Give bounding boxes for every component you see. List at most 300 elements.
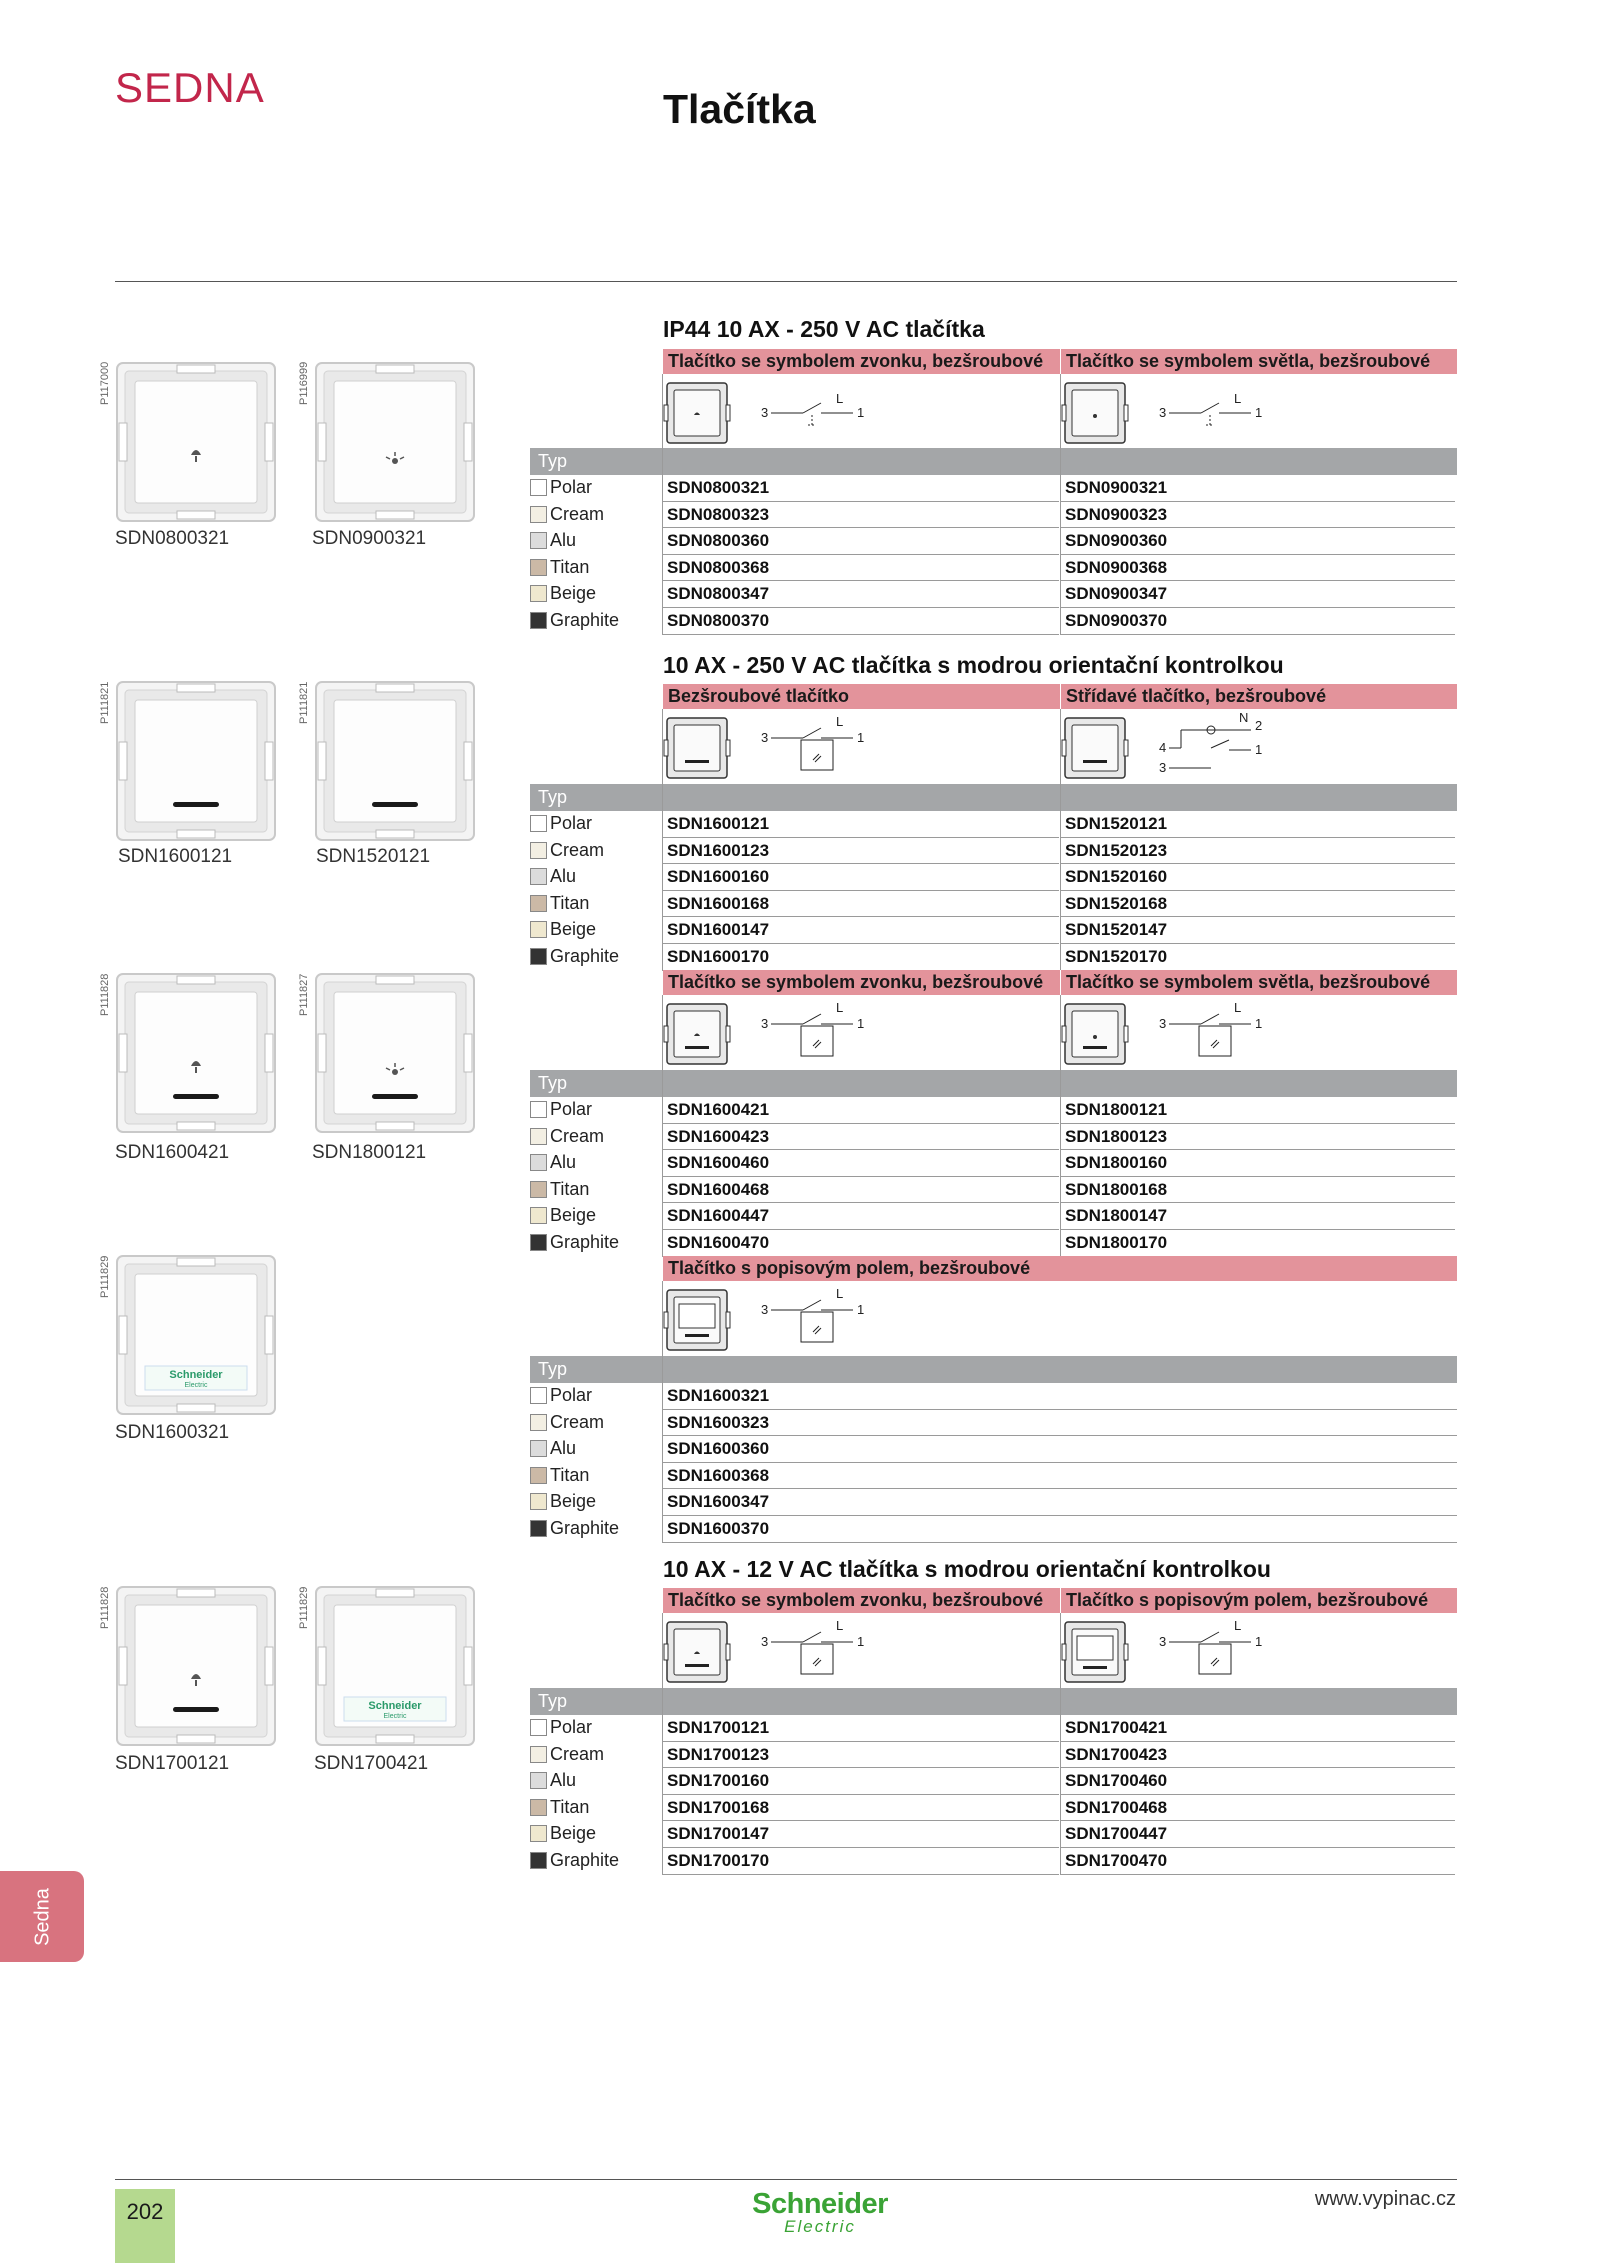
- light-icon: [314, 361, 476, 523]
- page-number: 202: [115, 2189, 175, 2263]
- color-swatch: [530, 948, 547, 965]
- bell-led-symbol-icon: [663, 1614, 1043, 1686]
- light-led-icon: [314, 972, 476, 1134]
- table-row: [530, 811, 1457, 838]
- label-field-icon: [115, 1254, 277, 1416]
- svg-text:N: N: [1239, 710, 1249, 725]
- product-ref: P111828: [99, 973, 111, 1016]
- product-code-cell: SDN1600370: [667, 1519, 770, 1538]
- table-row: [530, 528, 1457, 555]
- wiring-diagram: [663, 1614, 1043, 1686]
- color-label: [530, 1099, 592, 1120]
- product-code-cell: SDN1520123: [1065, 840, 1168, 860]
- product-code-cell: SDN1700423: [1065, 1744, 1168, 1764]
- product-code-cell: SDN1800168: [1065, 1179, 1168, 1199]
- table-row: [530, 1795, 1457, 1822]
- color-swatch: [530, 1387, 547, 1404]
- color-swatch: [530, 585, 547, 602]
- color-label: [530, 919, 596, 940]
- product-code-cell: SDN1700470: [1065, 1851, 1168, 1870]
- color-name: Cream: [550, 1411, 605, 1432]
- wiring-diagram: [1061, 710, 1441, 782]
- color-name: Graphite: [550, 946, 620, 966]
- table-row: [530, 1848, 1457, 1875]
- table-row: [530, 1768, 1457, 1795]
- table-row: [530, 1177, 1457, 1204]
- type-header-bar: [530, 784, 1457, 811]
- column-divider: [1060, 349, 1061, 374]
- product-image: [115, 680, 277, 842]
- product-ref: P111821: [298, 681, 310, 724]
- product-code-cell: SDN1600470: [667, 1233, 770, 1252]
- color-swatch: [530, 1772, 547, 1789]
- product-code-cell: SDN1520147: [1065, 920, 1168, 940]
- product-code-cell: SDN1600323: [667, 1412, 770, 1432]
- product-code-cell: SDN1600321: [667, 1386, 770, 1405]
- variant-header: Bezšroubové tlačítko: [663, 684, 1061, 709]
- row-divider: [663, 634, 1059, 635]
- product-code-cell: SDN0800323: [667, 504, 770, 524]
- led-icon: [314, 680, 476, 842]
- product-code-cell: SDN1800170: [1065, 1233, 1168, 1252]
- svg-text:L: L: [836, 1000, 844, 1015]
- product-image: [314, 361, 476, 523]
- svg-text:1: 1: [1255, 1016, 1263, 1031]
- website-link[interactable]: www.vypinac.cz: [1314, 2188, 1456, 2210]
- table-row: [530, 1489, 1457, 1516]
- svg-text:3: 3: [761, 1634, 769, 1649]
- type-label: Typ: [538, 1073, 568, 1093]
- table-row: [530, 502, 1457, 529]
- product-image: [115, 972, 277, 1134]
- color-label: [530, 1744, 604, 1765]
- product-code-cell: SDN1700170: [667, 1851, 770, 1870]
- product-code-cell: SDN0800347: [667, 584, 770, 604]
- product-code-cell: SDN1600423: [667, 1126, 770, 1146]
- led-icon: [115, 680, 277, 842]
- product-code-cell: SDN1600468: [667, 1179, 770, 1199]
- wiring-diagram: [663, 1282, 1043, 1354]
- side-tab-label: Sedna: [31, 1888, 54, 1946]
- color-label: [530, 477, 592, 498]
- color-label: [530, 530, 576, 551]
- type-header-bar: [530, 1356, 1457, 1383]
- product-code-cell: SDN1600170: [667, 947, 770, 966]
- svg-text:L: L: [1234, 1000, 1242, 1015]
- color-name: Alu: [550, 1438, 577, 1459]
- color-label: [530, 1179, 589, 1200]
- label-symbol-icon: [663, 1282, 1043, 1354]
- color-swatch: [530, 506, 547, 523]
- svg-text:3: 3: [761, 1302, 769, 1317]
- color-swatch: [530, 1467, 547, 1484]
- svg-text:1: 1: [857, 1634, 865, 1649]
- svg-text:1: 1: [1255, 405, 1263, 420]
- product-code: SDN1600121: [118, 846, 233, 867]
- color-swatch: [530, 1128, 547, 1145]
- table-row: [530, 581, 1457, 608]
- type-label: Typ: [538, 787, 568, 807]
- svg-text:L: L: [836, 1618, 844, 1633]
- color-label: [530, 1518, 619, 1539]
- light-symbol-icon: [1061, 375, 1441, 447]
- svg-text:L: L: [836, 1286, 844, 1301]
- color-label: [530, 946, 619, 967]
- product-code-cell: SDN1520168: [1065, 893, 1168, 913]
- product-code-cell: SDN1600147: [667, 920, 770, 940]
- color-name: Cream: [550, 1125, 605, 1146]
- svg-text:3: 3: [761, 730, 769, 745]
- color-name: Polar: [550, 813, 593, 833]
- svg-text:3: 3: [1159, 1016, 1167, 1031]
- bell-symbol-icon: [663, 375, 1043, 447]
- table-row: [530, 1821, 1457, 1848]
- header-divider: [115, 281, 1457, 282]
- color-swatch: [530, 1520, 547, 1537]
- product-code-cell: SDN1700421: [1065, 1718, 1168, 1737]
- color-label: [530, 1465, 589, 1486]
- table-row: [530, 1410, 1457, 1437]
- color-name: Beige: [550, 1205, 597, 1226]
- variant-header: Tlačítko se symbolem zvonku, bezšroubové: [663, 970, 1061, 995]
- svg-text:1: 1: [857, 730, 865, 745]
- table-row: [530, 1715, 1457, 1742]
- product-code-cell: SDN1700123: [667, 1744, 770, 1764]
- color-label: [530, 610, 619, 631]
- svg-text:L: L: [1234, 1618, 1242, 1633]
- table-row: [530, 1150, 1457, 1177]
- product-code-cell: SDN1600168: [667, 893, 770, 913]
- color-swatch: [530, 1234, 547, 1251]
- section-title: 10 AX - 12 V AC tlačítka s modrou orientační kontrolkou: [663, 1556, 1271, 1582]
- bell-led-icon: [115, 972, 277, 1134]
- svg-text:3: 3: [1159, 405, 1167, 420]
- row-divider: [663, 1542, 1457, 1543]
- svg-text:L: L: [836, 714, 844, 729]
- svg-text:1: 1: [1255, 1634, 1263, 1649]
- product-code: SDN1700421: [314, 1753, 429, 1774]
- table-row: [530, 1097, 1457, 1124]
- product-code: SDN0800321: [115, 528, 230, 549]
- table-row: [530, 864, 1457, 891]
- product-code-cell: SDN1600123: [667, 840, 770, 860]
- product-code-cell: SDN0800370: [667, 611, 770, 630]
- svg-text:Electric: Electric: [383, 1713, 407, 1720]
- table-row: [530, 917, 1457, 944]
- product-image: [115, 1254, 277, 1416]
- color-name: Polar: [550, 1717, 593, 1737]
- section-title: IP44 10 AX - 250 V AC tlačítka: [663, 316, 985, 342]
- table-row: [530, 1203, 1457, 1230]
- type-header-bar: [530, 1070, 1457, 1097]
- color-swatch: [530, 1414, 547, 1431]
- color-swatch: [530, 1154, 547, 1171]
- label-field-icon: [314, 1585, 476, 1747]
- brand-title: SEDNA: [115, 64, 265, 111]
- bell-led-icon: [115, 1585, 277, 1747]
- table-row: [530, 1383, 1457, 1410]
- color-name: Cream: [550, 1743, 605, 1764]
- wiring-diagram: [1061, 1614, 1441, 1686]
- section-title: 10 AX - 250 V AC tlačítka s modrou orientační kontrolkou: [663, 652, 1284, 678]
- product-image: [115, 361, 277, 523]
- product-code-cell: SDN1520160: [1065, 867, 1168, 887]
- bell-icon: [115, 361, 277, 523]
- color-name: Beige: [550, 919, 597, 940]
- product-code-cell: SDN1800123: [1065, 1126, 1168, 1146]
- light-led-symbol-icon: [1061, 996, 1441, 1068]
- product-code-cell: SDN0900360: [1065, 531, 1168, 551]
- svg-text:3: 3: [761, 405, 769, 420]
- product-code: SDN1520121: [316, 846, 431, 867]
- product-code-cell: SDN0900323: [1065, 504, 1168, 524]
- color-name: Titan: [550, 1464, 590, 1485]
- color-swatch: [530, 612, 547, 629]
- table-row: [530, 891, 1457, 918]
- svg-text:4: 4: [1159, 740, 1167, 755]
- variant-header: Tlačítko s popisovým polem, bezšroubové: [1061, 1588, 1457, 1613]
- svg-text:L: L: [836, 391, 844, 406]
- color-label: [530, 1385, 592, 1406]
- color-name: Beige: [550, 1823, 597, 1844]
- color-label: [530, 1152, 576, 1173]
- color-name: Cream: [550, 839, 605, 860]
- color-swatch: [530, 1719, 547, 1736]
- table-row: [530, 838, 1457, 865]
- color-swatch: [530, 1101, 547, 1118]
- variant-header: Tlačítko se symbolem zvonku, bezšroubové: [663, 349, 1061, 374]
- color-swatch: [530, 842, 547, 859]
- type-header-bar: [530, 1688, 1457, 1715]
- type-label: Typ: [538, 1359, 568, 1379]
- svg-text:1: 1: [1255, 742, 1263, 757]
- product-code-cell: SDN1600160: [667, 867, 770, 887]
- color-label: [530, 1412, 604, 1433]
- logo-line-2: Electric: [784, 2217, 856, 2236]
- wiring-diagram: [1061, 996, 1441, 1068]
- type-label: Typ: [538, 451, 568, 471]
- color-name: Graphite: [550, 1232, 620, 1252]
- svg-text:1: 1: [857, 405, 865, 420]
- color-name: Alu: [550, 1770, 577, 1791]
- color-name: Polar: [550, 1385, 593, 1405]
- table-row: [530, 475, 1457, 502]
- wiring-diagram: [1061, 375, 1441, 447]
- color-label: [530, 1770, 576, 1791]
- color-name: Titan: [550, 556, 590, 577]
- product-code-cell: SDN0900370: [1065, 611, 1168, 630]
- variant-header: Tlačítko se symbolem zvonku, bezšroubové: [663, 1588, 1061, 1613]
- product-code: SDN1600321: [115, 1422, 230, 1443]
- color-swatch: [530, 895, 547, 912]
- product-code-cell: SDN1700168: [667, 1797, 770, 1817]
- product-code-cell: SDN1600447: [667, 1206, 770, 1226]
- color-label: [530, 1850, 619, 1871]
- color-label: [530, 840, 604, 861]
- table-row: [530, 1463, 1457, 1490]
- table-row: [530, 1516, 1457, 1543]
- svg-text:1: 1: [857, 1302, 865, 1317]
- color-label: [530, 813, 592, 834]
- row-divider: [1061, 634, 1455, 635]
- color-label: [530, 557, 589, 578]
- color-name: Titan: [550, 1796, 590, 1817]
- table-row: [530, 1230, 1457, 1257]
- product-code-cell: SDN1700147: [667, 1824, 770, 1844]
- color-name: Alu: [550, 1152, 577, 1173]
- wiring-diagram: [663, 996, 1043, 1068]
- product-ref: P117000: [99, 361, 111, 405]
- column-divider: [1060, 970, 1061, 995]
- column-divider: [1060, 684, 1061, 709]
- color-swatch: [530, 1825, 547, 1842]
- variant-header: Tlačítko se symbolem světla, bezšroubové: [1061, 970, 1457, 995]
- wiring-diagram: [663, 375, 1043, 447]
- svg-text:Schneider: Schneider: [368, 1700, 422, 1712]
- svg-text:Electric: Electric: [184, 1382, 208, 1389]
- table-row: [530, 1124, 1457, 1151]
- product-code-cell: SDN1600347: [667, 1492, 770, 1512]
- product-code-cell: SDN1600460: [667, 1153, 770, 1173]
- product-code: SDN0900321: [312, 528, 427, 549]
- color-label: [530, 1797, 589, 1818]
- schneider-logo: [745, 2188, 895, 2237]
- color-swatch: [530, 815, 547, 832]
- product-code-cell: SDN1520121: [1065, 814, 1168, 833]
- product-code-cell: SDN1700160: [667, 1771, 770, 1791]
- svg-text:3: 3: [761, 1016, 769, 1031]
- product-code: SDN1700121: [115, 1753, 230, 1774]
- color-swatch: [530, 1207, 547, 1224]
- svg-text:L: L: [1234, 391, 1242, 406]
- color-name: Alu: [550, 530, 577, 551]
- color-name: Polar: [550, 477, 593, 497]
- color-name: Graphite: [550, 610, 620, 630]
- logo-line-1: Schneider: [752, 2188, 888, 2220]
- product-ref: P111829: [298, 1586, 310, 1629]
- color-label: [530, 583, 596, 604]
- product-ref: P111829: [99, 1255, 111, 1298]
- color-swatch: [530, 868, 547, 885]
- svg-text:1: 1: [857, 1016, 865, 1031]
- color-name: Alu: [550, 866, 577, 887]
- product-code-cell: SDN1800147: [1065, 1206, 1168, 1226]
- row-divider: [1061, 1874, 1455, 1875]
- led-symbol-icon: [1061, 710, 1441, 782]
- svg-text:2: 2: [1255, 718, 1263, 733]
- product-code-cell: SDN1600121: [667, 814, 770, 833]
- variant-header: Střídavé tlačítko, bezšroubové: [1061, 684, 1457, 709]
- led-symbol-icon: [663, 710, 1043, 782]
- color-label: [530, 1126, 604, 1147]
- color-name: Graphite: [550, 1518, 620, 1538]
- product-code-cell: SDN1520170: [1065, 947, 1168, 966]
- color-name: Polar: [550, 1099, 593, 1119]
- color-name: Cream: [550, 503, 605, 524]
- color-swatch: [530, 1746, 547, 1763]
- color-swatch: [530, 1181, 547, 1198]
- color-label: [530, 1438, 576, 1459]
- color-name: Titan: [550, 1178, 590, 1199]
- table-row: [530, 1436, 1457, 1463]
- bell-led-symbol-icon: [663, 996, 1043, 1068]
- product-code-cell: SDN0900368: [1065, 557, 1168, 577]
- product-code-cell: SDN1600368: [667, 1465, 770, 1485]
- product-code-cell: SDN0900321: [1065, 478, 1168, 497]
- product-ref: P111828: [99, 1586, 111, 1629]
- type-label: Typ: [538, 1691, 568, 1711]
- color-swatch: [530, 921, 547, 938]
- color-label: [530, 1232, 619, 1253]
- table-row: [530, 944, 1457, 971]
- color-label: [530, 1717, 592, 1738]
- svg-text:3: 3: [1159, 1634, 1167, 1649]
- product-image: [314, 1585, 476, 1747]
- color-swatch: [530, 532, 547, 549]
- product-code-cell: SDN0800321: [667, 478, 770, 497]
- label-symbol-icon: [1061, 1614, 1441, 1686]
- svg-text:3: 3: [1159, 760, 1167, 775]
- color-label: [530, 1205, 596, 1226]
- product-ref: P116999: [298, 361, 310, 405]
- product-image: [115, 1585, 277, 1747]
- variant-header: Tlačítko s popisovým polem, bezšroubové: [663, 1256, 1457, 1281]
- product-ref: P111827: [298, 973, 310, 1016]
- color-swatch: [530, 1852, 547, 1869]
- wiring-diagram: [663, 710, 1043, 782]
- variant-header: Tlačítko se symbolem světla, bezšroubové: [1061, 349, 1457, 374]
- color-label: [530, 504, 604, 525]
- color-label: [530, 893, 589, 914]
- color-swatch: [530, 479, 547, 496]
- color-label: [530, 1491, 596, 1512]
- color-swatch: [530, 1799, 547, 1816]
- color-label: [530, 1823, 596, 1844]
- table-row: [530, 1742, 1457, 1769]
- product-code: SDN1800121: [312, 1142, 427, 1163]
- product-code-cell: SDN1800160: [1065, 1153, 1168, 1173]
- product-code-cell: SDN0900347: [1065, 584, 1168, 604]
- side-tab: [0, 1871, 84, 1962]
- column-divider: [1060, 1588, 1061, 1613]
- table-row: [530, 608, 1457, 635]
- row-divider: [663, 1874, 1059, 1875]
- product-code-cell: SDN1600421: [667, 1100, 770, 1119]
- color-name: Titan: [550, 892, 590, 913]
- color-name: Graphite: [550, 1850, 620, 1870]
- product-code-cell: SDN1700460: [1065, 1771, 1168, 1791]
- product-code-cell: SDN0800368: [667, 557, 770, 577]
- product-ref: P111821: [99, 681, 111, 724]
- product-code-cell: SDN1700447: [1065, 1824, 1168, 1844]
- color-swatch: [530, 559, 547, 576]
- svg-text:Schneider: Schneider: [169, 1369, 223, 1381]
- page-title: Tlačítka: [663, 86, 816, 132]
- footer-divider: [115, 2179, 1457, 2180]
- product-image: [314, 972, 476, 1134]
- product-code-cell: SDN1800121: [1065, 1100, 1168, 1119]
- product-image: [314, 680, 476, 842]
- product-code-cell: SDN1700121: [667, 1718, 770, 1737]
- product-code: SDN1600421: [115, 1142, 230, 1163]
- product-code-cell: SDN1700468: [1065, 1797, 1168, 1817]
- product-code-cell: SDN1600360: [667, 1439, 770, 1459]
- color-name: Beige: [550, 1491, 597, 1512]
- table-row: [530, 555, 1457, 582]
- color-name: Beige: [550, 583, 597, 604]
- type-header-bar: [530, 448, 1457, 475]
- product-code-cell: SDN0800360: [667, 531, 770, 551]
